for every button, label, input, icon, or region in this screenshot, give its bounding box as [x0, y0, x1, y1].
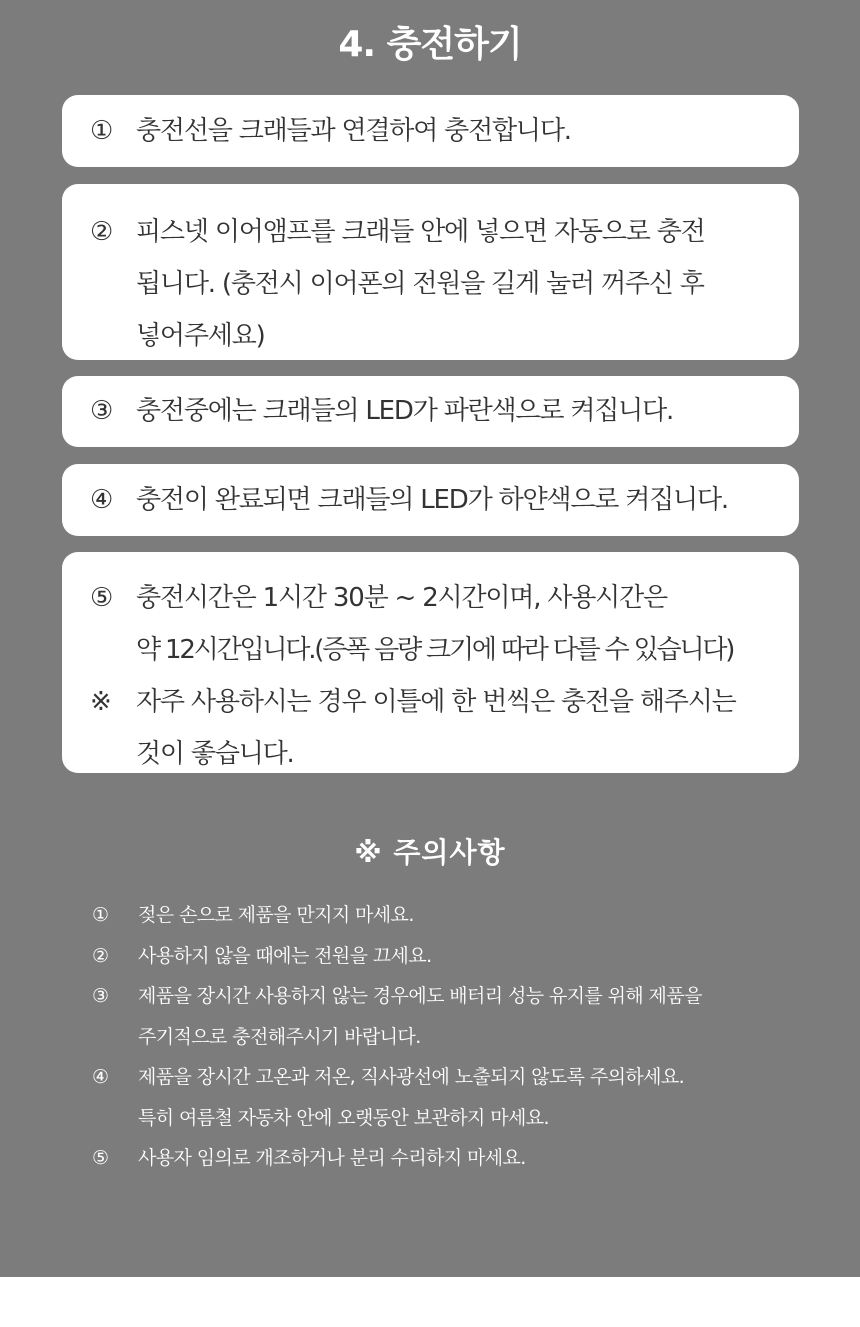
note-mark: ※ — [90, 687, 111, 717]
note-item-5 — [92, 1138, 812, 1179]
step-text: 충전이 완료되면 크래들의 LED가 하얀색으로 켜집니다. — [136, 485, 728, 515]
step-number: ③ — [90, 396, 113, 426]
step-text: 것이 좋습니다. — [136, 739, 294, 769]
step-text: 충전시간은 1시간 30분 ~ 2시간이며, 사용시간은 — [136, 583, 667, 613]
notes-list — [92, 895, 812, 1179]
step-1 — [90, 105, 787, 157]
step-4 — [90, 474, 787, 526]
note-number: ① — [92, 904, 109, 926]
page-title: 4. 충전하기 — [338, 24, 522, 65]
note-text: 사용하지 않을 때에는 전원을 끄세요. — [138, 944, 432, 967]
step-text: 충전중에는 크래들의 LED가 파란색으로 켜집니다. — [136, 396, 674, 426]
step-card-1 — [62, 95, 799, 167]
step-card-4 — [62, 464, 799, 536]
step-number: ① — [90, 116, 113, 146]
step-text: 약 12시간입니다.(증폭 음량 크기에 따라 다를 수 있습니다) — [136, 635, 734, 665]
step-2 — [90, 206, 787, 362]
step-number: ② — [90, 217, 113, 247]
note-item-4 — [92, 1057, 812, 1098]
note-text: 젖은 손으로 제품을 만지지 마세요. — [138, 904, 414, 926]
step-number: ④ — [90, 485, 113, 515]
note-number: ② — [92, 944, 109, 967]
note-text: 제품을 장시간 사용하지 않는 경우에도 배터리 성능 유지를 위해 제품을 — [138, 985, 702, 1007]
step-text: 넣어주세요) — [136, 321, 265, 351]
note-text: 제품을 장시간 고온과 저온, 직사광선에 노출되지 않도록 주의하세요. — [138, 1066, 685, 1088]
step-text: 충전선을 크래들과 연결하여 충전합니다. — [136, 116, 571, 146]
step-text: 피스넷 이어앰프를 크래들 안에 넣으면 자동으로 충전 — [136, 217, 705, 247]
step-number: ⑤ — [90, 583, 113, 613]
note-number: ⑤ — [92, 1147, 109, 1169]
note-item-1 — [92, 895, 812, 936]
note-item-2 — [92, 936, 812, 977]
step-card-2 — [62, 184, 799, 360]
note-number: ④ — [92, 1066, 109, 1088]
note-text: 사용자 임의로 개조하거나 분리 수리하지 마세요. — [138, 1147, 526, 1169]
step-3 — [90, 385, 787, 437]
note-item-3 — [92, 976, 812, 1017]
note-text: 주기적으로 충전해주시기 바랍니다. — [138, 1025, 421, 1048]
step-5 — [90, 572, 787, 780]
note-text: 특히 여름철 자동차 안에 오랫동안 보관하지 마세요. — [138, 1106, 549, 1129]
step-text: 자주 사용하시는 경우 이틀에 한 번씩은 충전을 해주시는 — [136, 687, 736, 717]
step-card-5 — [62, 552, 799, 773]
step-card-3 — [62, 376, 799, 447]
note-number: ③ — [92, 985, 109, 1007]
notes-title: ※ 주의사항 — [354, 836, 506, 869]
note-item-3-cont — [92, 1017, 812, 1058]
note-item-4-cont — [92, 1098, 812, 1139]
step-text: 됩니다. (충전시 이어폰의 전원을 길게 눌러 꺼주신 후 — [136, 269, 704, 299]
